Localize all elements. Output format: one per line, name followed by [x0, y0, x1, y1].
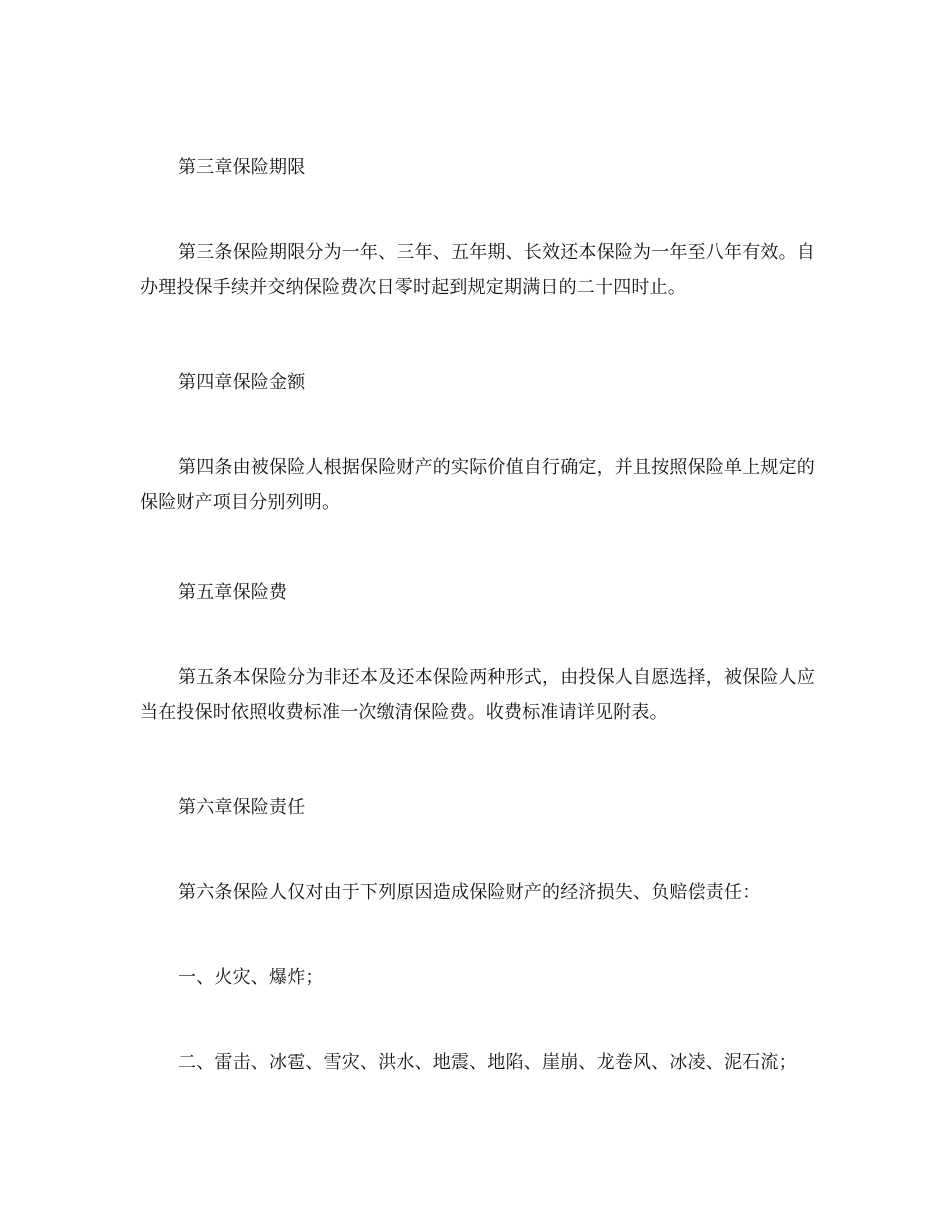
article-four-paragraph: 第四条由被保险人根据保险财产的实际价值自行确定，并且按照保险单上规定的保险财产项目分别列明。 [140, 457, 815, 513]
list-item-two: 二、雷击、冰雹、雪灾、洪水、地震、地陷、崖崩、龙卷风、冰凌、泥石流； [178, 1052, 797, 1073]
list-item-one: 一、火灾、爆炸； [178, 967, 324, 988]
article-six-paragraph: 第六条保险人仅对由于下列原因造成保险财产的经济损失、负赔偿责任： [178, 882, 761, 903]
article-three-paragraph: 第三条保险期限分为一年、三年、五年期、长效还本保险为一年至八年有效。自办理投保手续并交纳保险费次日零时起到规定期满日的二十四时止。 [140, 242, 815, 298]
chapter-three-heading: 第三章保险期限 [178, 157, 306, 178]
chapter-six-heading: 第六章保险责任 [178, 797, 306, 818]
chapter-five-heading: 第五章保险费 [178, 582, 288, 603]
article-five-paragraph: 第五条本保险分为非还本及还本保险两种形式，由投保人自愿选择，被保险人应当在投保时依照收费标准一次缴清保险费。收费标准请详见附表。 [140, 667, 815, 723]
chapter-four-heading: 第四章保险金额 [178, 372, 306, 393]
